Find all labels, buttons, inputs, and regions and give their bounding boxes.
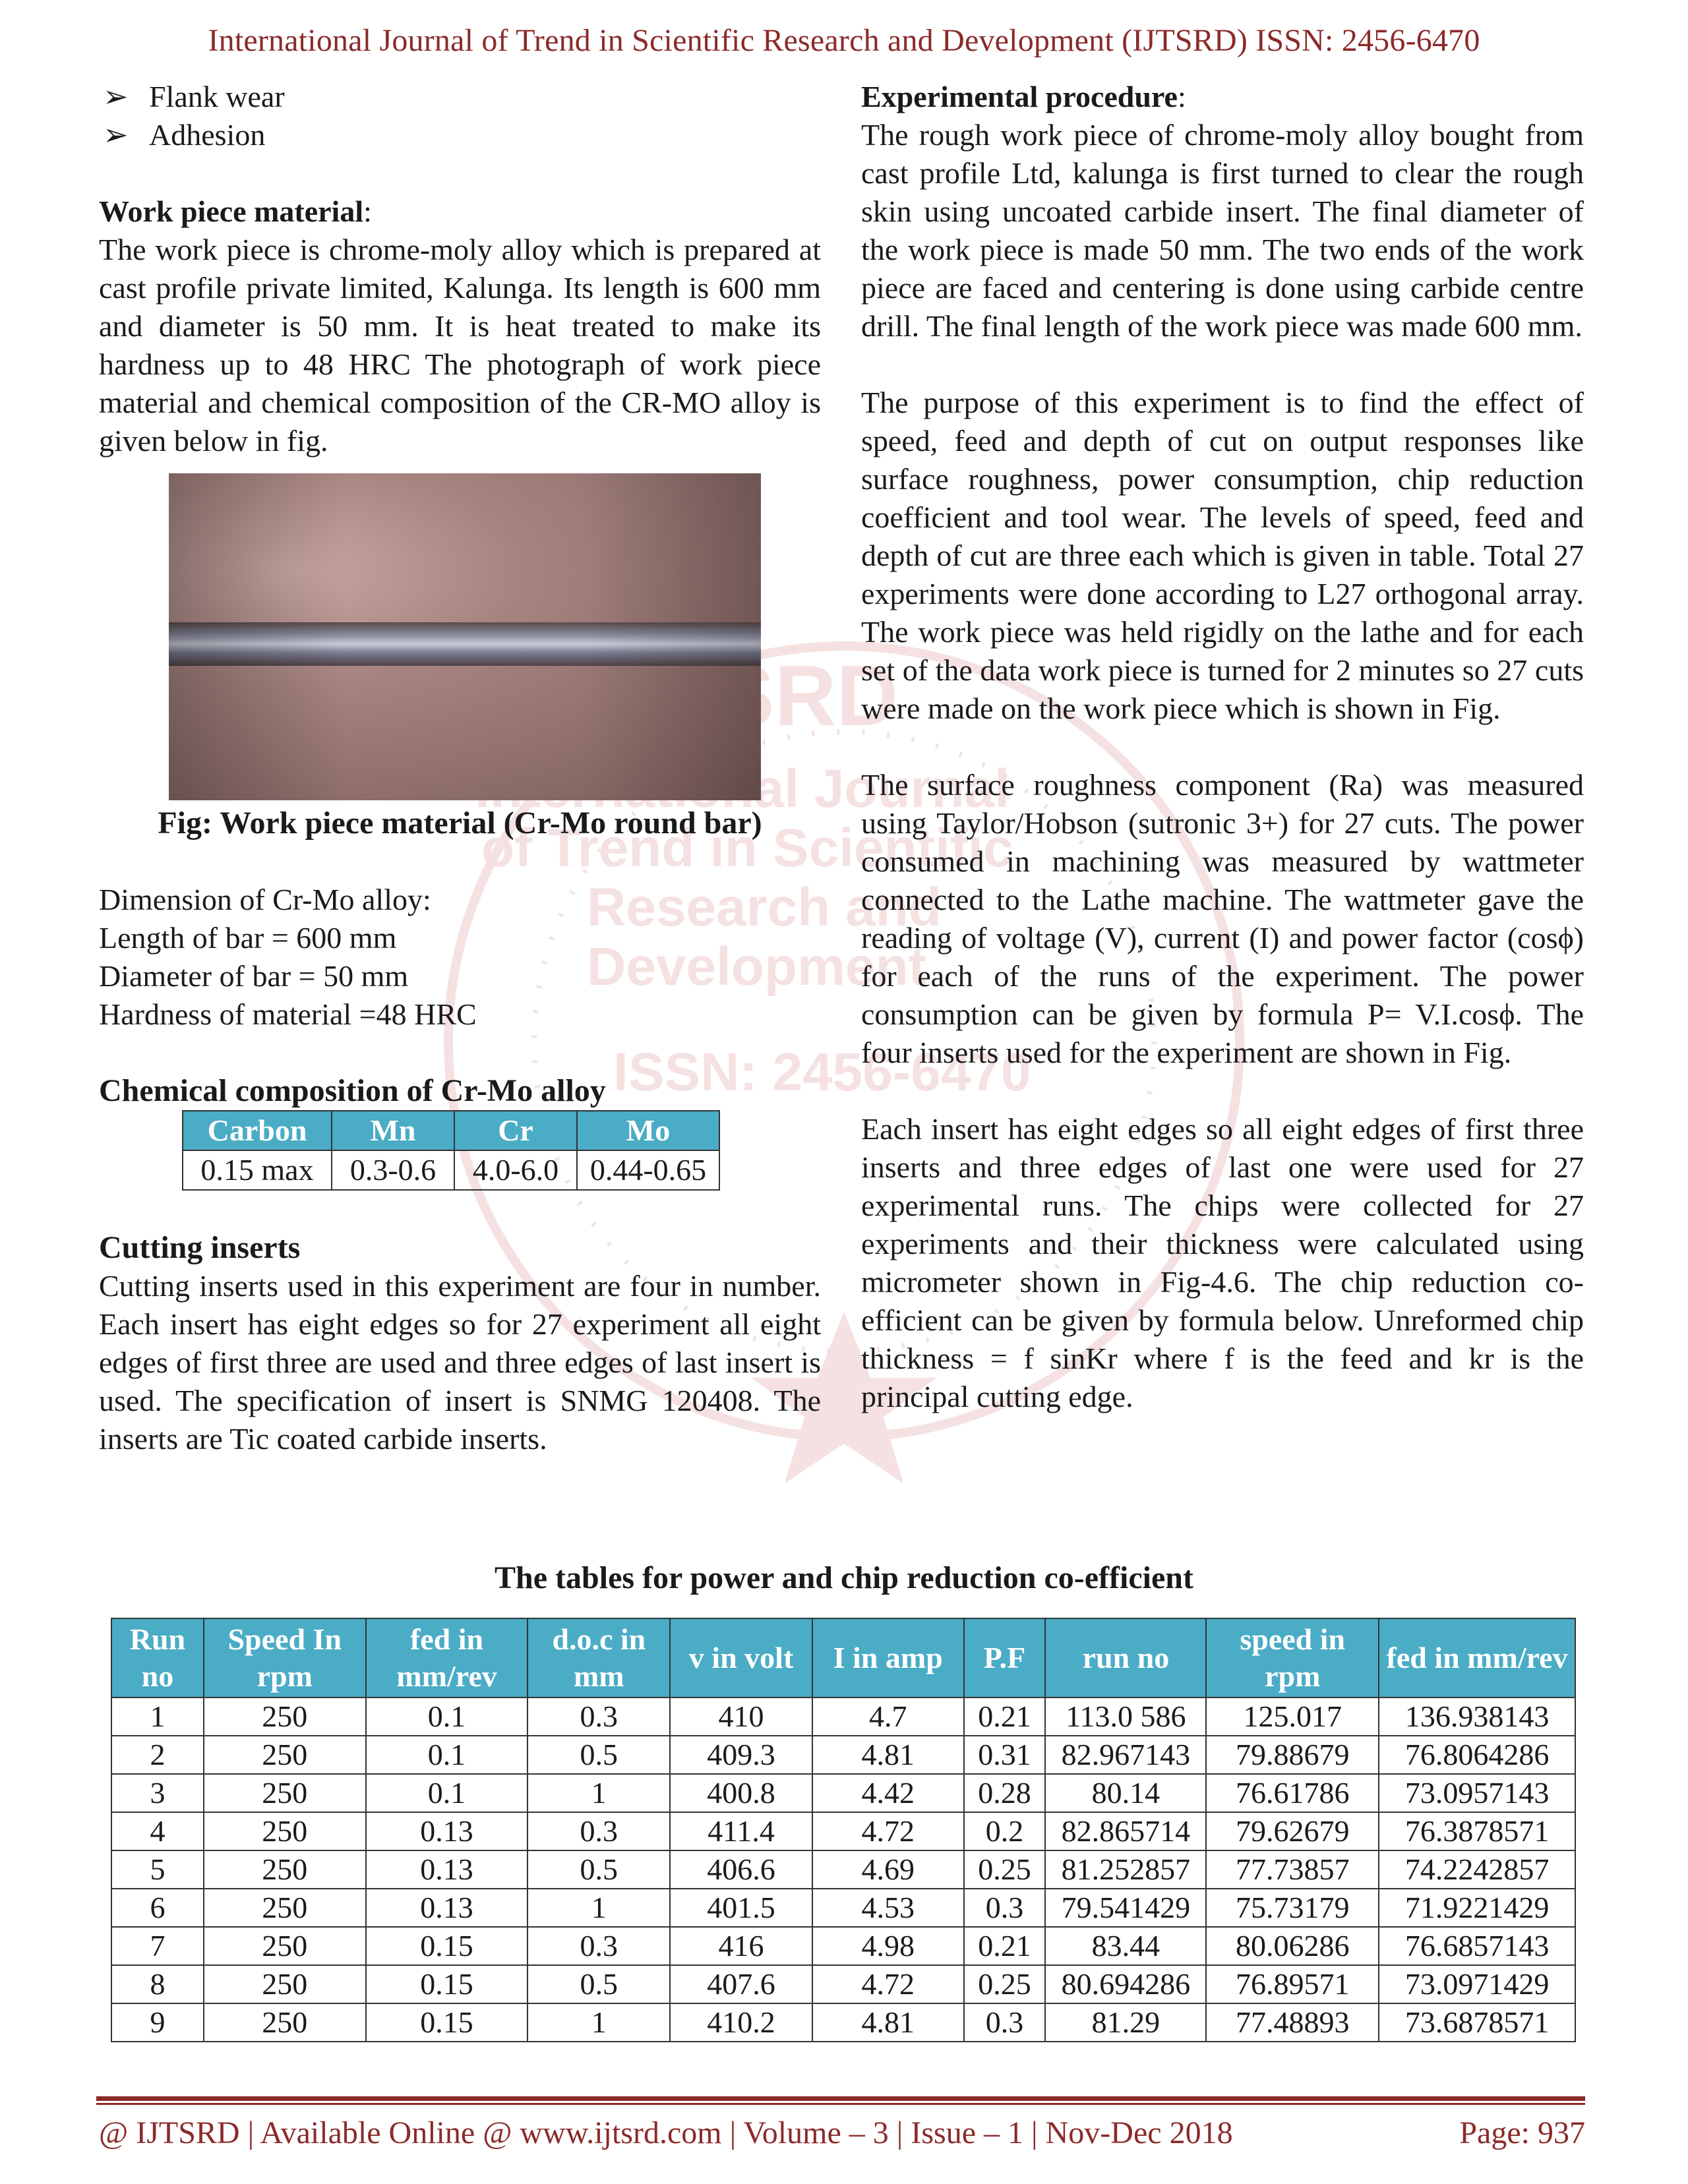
table-cell: 0.13: [366, 1889, 528, 1927]
edges-paragraph: Each insert has eight edges so all eight edges of first three inserts and three edges of last one were used for 27 experimental runs. The chips were collected for 27 experiments and their thickness were calculated using micrometer shown in Fig-4.6. The chip reduction co-efficient can be given by formula below. Unreformed chip thickness = f sinKr where f is the feed and kr is the principal cutting edge.: [861, 1112, 1584, 1413]
table-cell: 0.3-0.6: [332, 1150, 454, 1190]
table-cell: 82.967143: [1045, 1736, 1206, 1774]
table-cell: 0.1: [366, 1736, 528, 1774]
table-cell: 4.98: [812, 1927, 964, 1965]
table-cell: 75.73179: [1206, 1889, 1379, 1927]
figure-caption: Fig: Work piece material (Cr-Mo round bar): [158, 806, 762, 841]
table-cell: 0.25: [964, 1965, 1046, 2003]
table-row: [111, 1736, 1575, 1774]
table-header-cell: v in volt: [670, 1618, 812, 1697]
work-piece-photo: [169, 473, 761, 800]
bullet-text: Adhesion: [149, 118, 266, 152]
watermark-text: Development: [587, 937, 926, 997]
table-cell: 250: [204, 1965, 366, 2003]
table-cell: 0.15: [366, 2003, 528, 2042]
table-cell: 250: [204, 1774, 366, 1812]
table-cell: 0.3: [528, 1812, 670, 1850]
table-cell: 2: [111, 1736, 204, 1774]
chem-composition-heading: Chemical composition of Cr-Mo alloy: [99, 1073, 606, 1108]
table-cell: 411.4: [670, 1812, 812, 1850]
watermark-text: Journal: [814, 759, 1010, 819]
table-cell: 113.0 586: [1045, 1697, 1206, 1736]
cutting-inserts-paragraph: Cutting inserts used in this experiment are four in number. Each insert has eight edges so for 27 experiment all eight edges of first three are used and three edges of last insert is used. The specification of insert is SNMG 120408. The inserts are Tic coated carbide inserts.: [99, 1269, 821, 1456]
table-cell: 0.3: [528, 1697, 670, 1736]
table-row: [111, 1889, 1575, 1927]
table-cell: 0.13: [366, 1850, 528, 1889]
table-row: [111, 1697, 1575, 1736]
table-cell: 250: [204, 1697, 366, 1736]
table-cell: 4.81: [812, 2003, 964, 2042]
table-cell: 80.694286: [1045, 1965, 1206, 2003]
table-cell: 0.25: [964, 1850, 1046, 1889]
table-cell: 0.5: [528, 1965, 670, 2003]
journal-header: International Journal of Trend in Scientific Research and Development (IJTSRD) ISSN: 2456-6470: [208, 23, 1480, 58]
table-cell: 1: [528, 1889, 670, 1927]
table-header-cell: fed in mm/rev: [1379, 1618, 1575, 1697]
table-cell: 81.252857: [1045, 1850, 1206, 1889]
table-cell: 1: [111, 1697, 204, 1736]
table-cell: 0.15 max: [183, 1150, 332, 1190]
left-column: [99, 78, 821, 1458]
table-cell: 83.44: [1045, 1927, 1206, 1965]
table-cell: 73.0957143: [1379, 1774, 1575, 1812]
table-cell: 125.017: [1206, 1697, 1379, 1736]
table-cell: 80.06286: [1206, 1927, 1379, 1965]
table-cell: 0.5: [528, 1850, 670, 1889]
table-cell: 74.2242857: [1379, 1850, 1575, 1889]
table-cell: 0.44-0.65: [577, 1150, 719, 1190]
table-header-cell: Speed In rpm: [204, 1618, 366, 1697]
table-cell: 76.61786: [1206, 1774, 1379, 1812]
table-cell: 1: [528, 2003, 670, 2042]
dimension-line: Diameter of bar = 50 mm: [99, 959, 409, 993]
table-cell: 410.2: [670, 2003, 812, 2042]
watermark-text: Research and: [587, 877, 942, 937]
section-heading: Work piece material: [99, 194, 364, 228]
arrow-bullet-icon: ➢: [103, 80, 129, 113]
watermark-text: ISSN: 2456-6470: [613, 1042, 1031, 1102]
table-cell: 250: [204, 2003, 366, 2042]
table-cell: 409.3: [670, 1736, 812, 1774]
table-cell: 77.48893: [1206, 2003, 1379, 2042]
table-cell: 6: [111, 1889, 204, 1927]
table-cell: 401.5: [670, 1889, 812, 1927]
table-cell: 0.28: [964, 1774, 1046, 1812]
footer-divider: [96, 2096, 1585, 2107]
bullet-text: Flank wear: [149, 80, 285, 113]
table-cell: 1: [528, 1774, 670, 1812]
table-cell: 73.0971429: [1379, 1965, 1575, 2003]
table-cell: 4.72: [812, 1965, 964, 2003]
table-cell: 0.3: [964, 1889, 1046, 1927]
table-cell: 250: [204, 1850, 366, 1889]
cutting-inserts-heading: Cutting inserts: [99, 1230, 301, 1265]
table-cell: 250: [204, 1736, 366, 1774]
table-header-cell: Run no: [111, 1618, 204, 1697]
table-row: [111, 2003, 1575, 2042]
procedure-paragraph: The rough work piece of chrome-moly alloy bought from cast profile Ltd, kalunga is first turned to clear the rough skin using uncoated carbide insert. The final diameter of the work piece is made 50 mm. The two ends of the work piece are faced and centering is done using carbide centre drill. The final length of the work piece was made 600 mm.: [861, 118, 1584, 343]
table-cell: 4.72: [812, 1812, 964, 1850]
table-cell: 136.938143: [1379, 1697, 1575, 1736]
table-cell: 82.865714: [1045, 1812, 1206, 1850]
table-row: [111, 1812, 1575, 1850]
table-cell: 410: [670, 1697, 812, 1736]
table-cell: 3: [111, 1774, 204, 1812]
roughness-paragraph: The surface roughness component (Ra) was measured using Taylor/Hobson (sutronic 3+) for 27 cuts. The power consumed in machining was measured by wattmeter connected to the Lathe machine. The wattmeter gave the reading of voltage (V), current (I) and power factor (cosϕ) for each of the runs of the experiment. The power consumption can be given by formula P= V.I.cosϕ. The four inserts used for the experiment are shown in Fig.: [861, 768, 1584, 1069]
table-row: [111, 1965, 1575, 2003]
table-header-cell: P.F: [964, 1618, 1046, 1697]
table-header-row: [111, 1618, 1575, 1697]
table-row: [183, 1150, 719, 1190]
table-header-row: [183, 1111, 719, 1150]
table-header-cell: fed in mm/rev: [366, 1618, 528, 1697]
table-cell: 4: [111, 1812, 204, 1850]
table-cell: 407.6: [670, 1965, 812, 2003]
table-cell: 0.21: [964, 1927, 1046, 1965]
table-header-cell: d.o.c in mm: [528, 1618, 670, 1697]
table-cell: 0.31: [964, 1736, 1046, 1774]
table-header-cell: I in amp: [812, 1618, 964, 1697]
table-cell: 0.5: [528, 1736, 670, 1774]
table-cell: 0.1: [366, 1774, 528, 1812]
table-title: The tables for power and chip reduction co-efficient: [495, 1560, 1193, 1595]
table-cell: 416: [670, 1927, 812, 1965]
table-cell: 4.69: [812, 1850, 964, 1889]
list-item: [99, 116, 821, 154]
table-cell: 0.15: [366, 1927, 528, 1965]
table-row: [111, 1850, 1575, 1889]
table-cell: 4.81: [812, 1736, 964, 1774]
table-cell: 76.89571: [1206, 1965, 1379, 2003]
table-row: [111, 1774, 1575, 1812]
watermark-text: of Trend in Scientific: [481, 818, 1013, 878]
dimension-line: Hardness of material =48 HRC: [99, 997, 477, 1031]
section-heading: Experimental procedure: [861, 80, 1178, 113]
table-header-cell: Cr: [454, 1111, 577, 1150]
table-header-cell: speed in rpm: [1206, 1618, 1379, 1697]
table-cell: 79.541429: [1045, 1889, 1206, 1927]
work-piece-paragraph: The work piece is chrome-moly alloy which is prepared at cast profile private limited, Kalunga. Its length is 600 mm and diameter is 50 mm. It is heat treated to make its hardness up to 48 HRC The photograph of work piece material and chemical composition of the CR-MO alloy is given below in fig.: [99, 233, 821, 457]
chem-composition-table: [182, 1110, 720, 1191]
power-chip-table: [111, 1618, 1576, 2042]
bullet-list: [99, 78, 821, 154]
dimension-line: Dimension of Cr-Mo alloy:: [99, 883, 431, 916]
table-cell: 0.13: [366, 1812, 528, 1850]
table-cell: 76.8064286: [1379, 1736, 1575, 1774]
table-cell: 5: [111, 1850, 204, 1889]
table-cell: 8: [111, 1965, 204, 2003]
page-footer: [99, 2115, 1585, 2151]
table-cell: 0.1: [366, 1697, 528, 1736]
dimension-line: Length of bar = 600 mm: [99, 921, 397, 955]
table-cell: 7: [111, 1927, 204, 1965]
table-cell: 400.8: [670, 1774, 812, 1812]
table-header-cell: Carbon: [183, 1111, 332, 1150]
table-header-cell: Mn: [332, 1111, 454, 1150]
purpose-paragraph: The purpose of this experiment is to find the effect of speed, feed and depth of cut on output responses like surface roughness, power consumption, chip reduction coefficient and tool wear. The levels of speed, feed and depth of cut are three each which is given in table. Total 27 experiments were done according to L27 orthogonal array. The work piece was held rigidly on the lathe and for each set of the data work piece is turned for 2 minutes so 27 cuts were made on the work piece which is shown in Fig.: [861, 386, 1584, 725]
table-cell: 77.73857: [1206, 1850, 1379, 1889]
table-cell: 4.53: [812, 1889, 964, 1927]
table-cell: 406.6: [670, 1850, 812, 1889]
table-cell: 73.6878571: [1379, 2003, 1575, 2042]
table-body: [111, 1697, 1575, 2042]
table-cell: 0.15: [366, 1965, 528, 2003]
table-cell: 71.9221429: [1379, 1889, 1575, 1927]
table-cell: 250: [204, 1889, 366, 1927]
table-row: [111, 1927, 1575, 1965]
table-cell: 4.0-6.0: [454, 1150, 577, 1190]
table-cell: 9: [111, 2003, 204, 2042]
table-cell: 79.62679: [1206, 1812, 1379, 1850]
page-number: Page: 937: [1459, 2115, 1585, 2150]
right-column: [861, 78, 1584, 1416]
table-cell: 79.88679: [1206, 1736, 1379, 1774]
table-cell: 250: [204, 1812, 366, 1850]
table-cell: 4.7: [812, 1697, 964, 1736]
table-cell: 0.3: [528, 1927, 670, 1965]
table-cell: 0.2: [964, 1812, 1046, 1850]
table-cell: 76.3878571: [1379, 1812, 1575, 1850]
table-cell: 0.21: [964, 1697, 1046, 1736]
table-cell: 250: [204, 1927, 366, 1965]
work-piece-heading: Work piece material:: [99, 194, 372, 228]
procedure-heading: Experimental procedure:: [861, 80, 1186, 113]
table-cell: 76.6857143: [1379, 1927, 1575, 1965]
list-item: [99, 78, 821, 116]
table-header-cell: Mo: [577, 1111, 719, 1150]
footer-citation: @ IJTSRD | Available Online @ www.ijtsrd.com | Volume – 3 | Issue – 1 | Nov-Dec 2018: [99, 2115, 1233, 2150]
table-cell: 0.3: [964, 2003, 1046, 2042]
arrow-bullet-icon: ➢: [103, 118, 129, 152]
table-cell: 81.29: [1045, 2003, 1206, 2042]
table-cell: 4.42: [812, 1774, 964, 1812]
table-header-cell: run no: [1045, 1618, 1206, 1697]
table-cell: 80.14: [1045, 1774, 1206, 1812]
